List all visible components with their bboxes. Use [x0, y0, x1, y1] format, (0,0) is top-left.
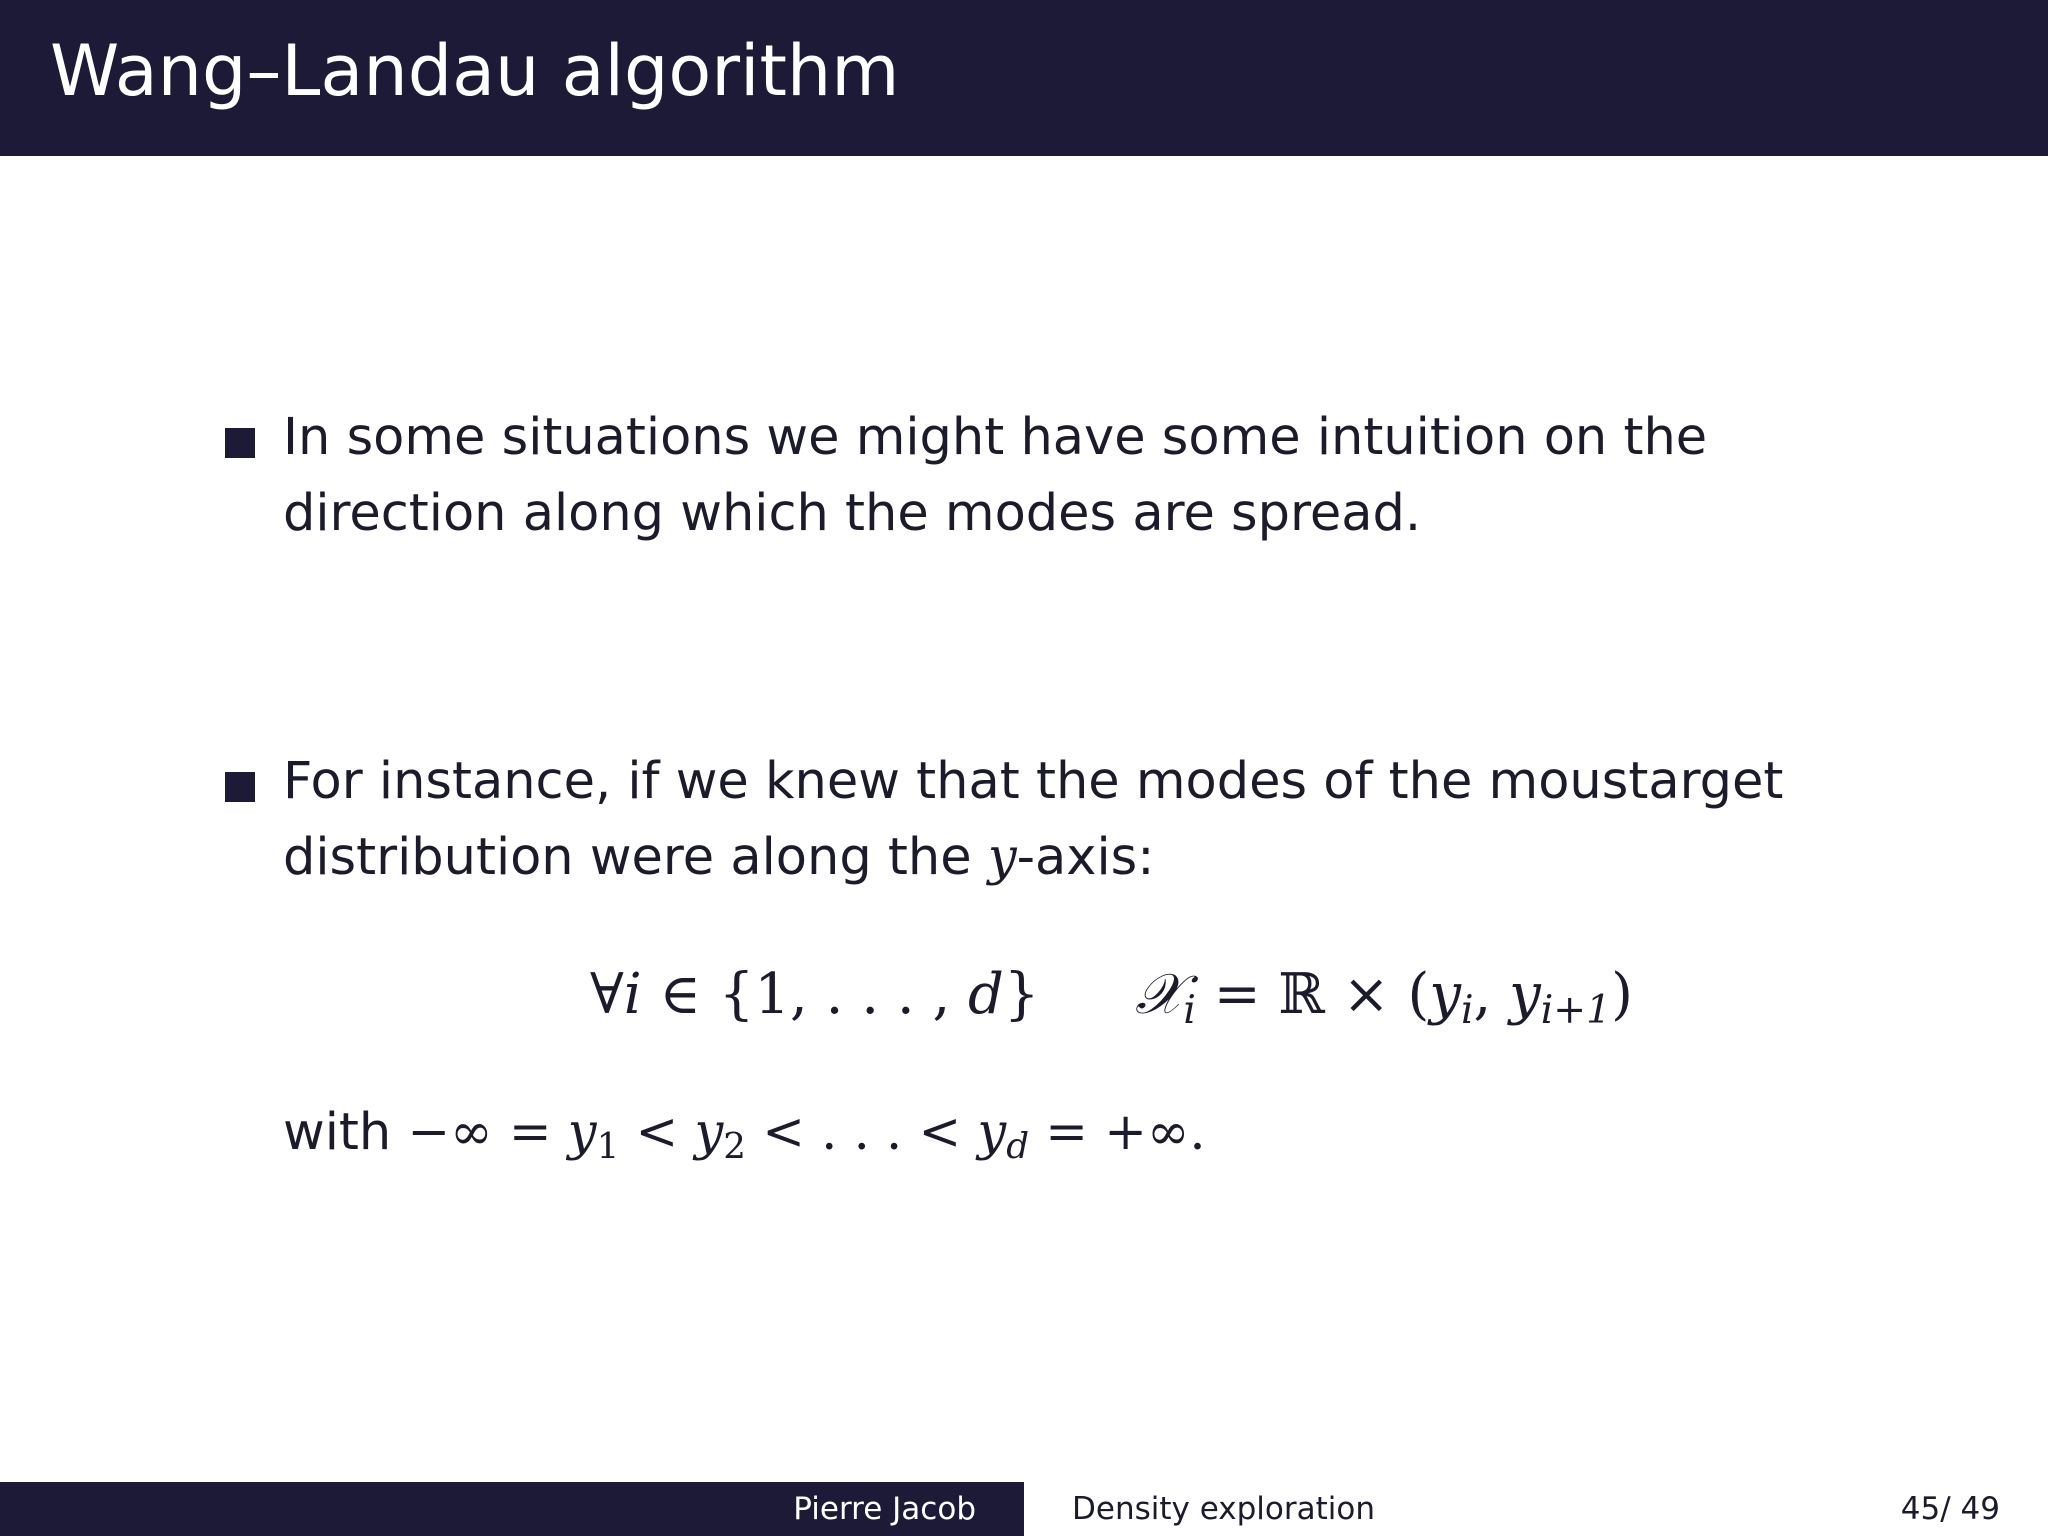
- with-y2-sub: 2: [723, 1125, 747, 1167]
- bullet-2-line-2-post: -axis:: [1016, 828, 1155, 887]
- slide-title: Wang–Landau algorithm: [50, 30, 900, 112]
- bullet-1-line-1: In some situations we might have some intuition on the: [283, 408, 1708, 467]
- footer-talk-title: Density exploration: [1072, 1491, 1375, 1527]
- footer-author-panel: [0, 1482, 1024, 1536]
- eq-y-i1: y: [1509, 962, 1541, 1027]
- with-y1: y: [567, 1103, 597, 1162]
- title-bar: [0, 0, 2048, 156]
- with-line: [283, 1095, 1206, 1185]
- eq-y-i: y: [1429, 962, 1461, 1027]
- forall-symbol: ∀: [590, 962, 624, 1027]
- eq-y-i1-sub: i+1: [1540, 987, 1612, 1033]
- eq-close: ): [1611, 962, 1633, 1027]
- with-mid: < . . . <: [746, 1103, 978, 1162]
- eq-d: d: [968, 962, 1004, 1027]
- display-equation: [590, 955, 1633, 1051]
- eq-calX: 𝒳: [1135, 962, 1184, 1027]
- with-y2: y: [694, 1103, 724, 1162]
- eq-rhs: = ℝ × (: [1195, 962, 1430, 1027]
- footer-author: Pierre Jacob: [793, 1491, 976, 1527]
- bullet-1-line-2: direction along which the modes are spread.: [283, 484, 1422, 543]
- eq-calX-sub: i: [1183, 987, 1196, 1033]
- eq-set-close: }: [1003, 962, 1040, 1027]
- y-variable: y: [987, 828, 1017, 887]
- eq-set: ∈ {1, . . . ,: [641, 962, 969, 1027]
- bullet-2-line-2: [283, 820, 1154, 896]
- with-y1-sub: 1: [596, 1125, 620, 1167]
- with-lt: <: [619, 1103, 695, 1162]
- with-rhs: = +∞.: [1029, 1103, 1206, 1162]
- footer-info-panel: [1024, 1482, 2048, 1536]
- with-word: with: [283, 1103, 408, 1162]
- footer-page-number: 45/ 49: [1900, 1491, 2000, 1527]
- eq-comma: ,: [1473, 962, 1510, 1027]
- bullet-marker-1: [225, 428, 255, 458]
- bullet-2-line-1: For instance, if we knew that the modes of the moustarget: [283, 752, 1784, 811]
- with-yd-sub: d: [1006, 1125, 1030, 1167]
- with-lhs: −∞ =: [407, 1103, 568, 1162]
- bullet-marker-2: [225, 772, 255, 802]
- bullet-2-line-2-pre: distribution were along the: [283, 828, 988, 887]
- eq-y-i-sub: i: [1460, 987, 1474, 1033]
- eq-i: i: [623, 962, 642, 1027]
- with-yd: y: [977, 1103, 1007, 1162]
